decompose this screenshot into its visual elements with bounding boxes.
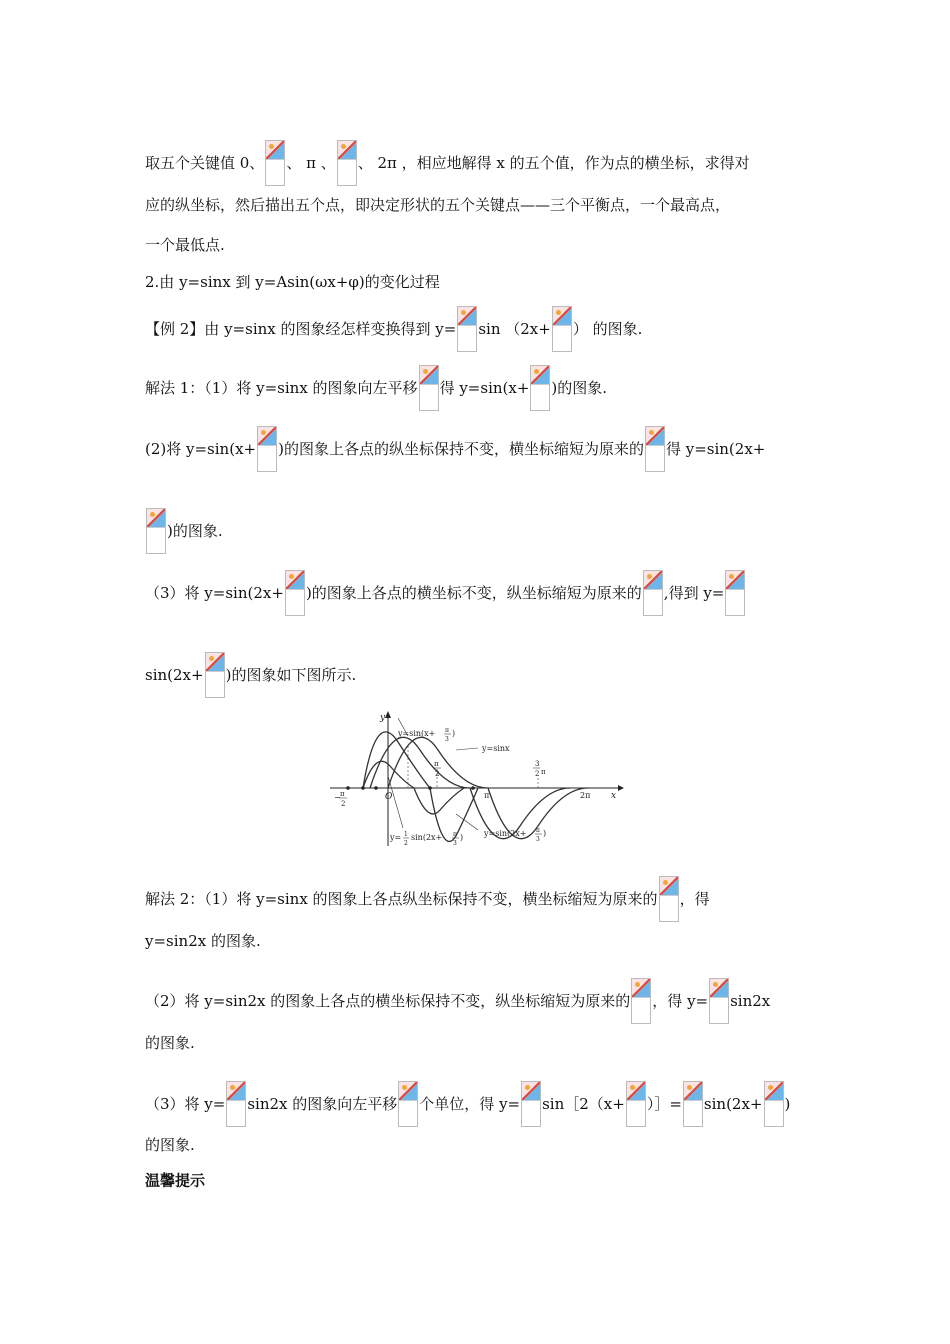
curve-label: ) [460, 833, 464, 842]
method2-step2 [145, 978, 770, 1024]
formula-image-icon [643, 570, 663, 616]
tick-label: 3 [535, 760, 540, 768]
text: ）］= [646, 1095, 682, 1113]
text: )的图象. [167, 522, 223, 540]
tick-label: π [434, 760, 439, 768]
curve-label: y= [390, 833, 402, 842]
curve-label: π [445, 727, 449, 734]
text: （3）将 y= [145, 1095, 226, 1113]
formula-image-icon [552, 306, 572, 352]
text: 、 2π ，相应地解得 x 的五个值，作为点的横坐标，求得对 [357, 154, 750, 172]
text: sin2x 的图象向左平移 [247, 1095, 398, 1113]
example-line [145, 306, 642, 352]
curve-label: 3 [445, 736, 449, 743]
tick-label: π [340, 790, 345, 798]
x-axis-label: x [611, 791, 617, 801]
curve-label: 1 [404, 831, 408, 838]
text: 解法 2：（1）将 y=sinx 的图象上各点纵坐标保持不变，横坐标缩短为原来的 [145, 890, 658, 908]
formula-image-icon [659, 876, 679, 922]
text: ，得 [679, 890, 710, 908]
text: sin2x [730, 992, 771, 1010]
formula-image-icon [226, 1081, 246, 1127]
text: 一个最低点. [145, 236, 225, 254]
neg-sign: − [334, 793, 341, 802]
curve-label: y=sin(2x+ [484, 829, 527, 838]
tip-heading [145, 1170, 205, 1191]
origin-label: O [385, 792, 393, 802]
tick-label: 2 [435, 770, 440, 778]
formula-image-icon [521, 1081, 541, 1127]
formula-image-icon [764, 1081, 784, 1127]
text: ，得 y= [652, 992, 709, 1010]
curve-label: π [536, 827, 540, 834]
text: 解法 1：（1）将 y=sinx 的图象向左平移 [145, 379, 418, 397]
y-axis-label: y [380, 713, 386, 723]
text: 2.由 y=sinx 到 y=Asin(ωx+φ)的变化过程 [145, 273, 440, 291]
sine-transform-graph [328, 706, 624, 852]
formula-image-icon [709, 978, 729, 1024]
method2-step1 [145, 876, 710, 922]
text: y=sin2x 的图象. [145, 932, 261, 950]
text: 的图象. [145, 1136, 195, 1154]
text: )的图象上各点的纵坐标保持不变，横坐标缩短为原来的 [278, 440, 644, 458]
method1-step3 [145, 570, 746, 616]
text: 应的纵坐标，然后描出五个点，即决定形状的五个关键点——三个平衡点，一个最高点， [145, 196, 731, 214]
formula-image-icon [631, 978, 651, 1024]
point [471, 786, 475, 790]
formula-image-icon [257, 426, 277, 472]
tick-label: π [484, 791, 490, 800]
curve-label: 3 [536, 836, 540, 843]
curve-label: ) [543, 829, 547, 838]
curve-label: π [453, 831, 457, 838]
formula-image-icon [205, 652, 225, 698]
tick-label: 2 [341, 800, 346, 808]
section-heading [145, 271, 440, 292]
text: sin［2（x+ [542, 1095, 625, 1113]
text: )的图象上各点的横坐标不变，纵坐标缩短为原来的 [305, 584, 642, 602]
text: )的图象. [551, 379, 608, 397]
formula-image-icon [626, 1081, 646, 1127]
text: 温馨提示 [145, 1171, 206, 1190]
formula-image-icon [337, 140, 357, 186]
text: （3）将 y=sin(2x+ [145, 584, 284, 602]
text: )的图象如下图所示. [225, 666, 357, 684]
y-axis-arrow [385, 711, 391, 718]
curve-label: y=sinx [482, 744, 510, 753]
method1-step1 [145, 365, 607, 411]
point [374, 786, 378, 790]
curve-label: 2 [404, 840, 408, 847]
text: 【例 2】由 y=sinx 的图象经怎样变换得到 y= [145, 320, 457, 338]
leader-line [456, 748, 478, 750]
para-line-2 [145, 194, 730, 215]
text: （2）将 y=sin2x 的图象上各点的横坐标保持不变，纵坐标缩短为原来的 [145, 992, 631, 1010]
text: ,得到 y= [663, 584, 725, 602]
method1-step2 [145, 426, 765, 472]
formula-image-icon [725, 570, 745, 616]
formula-image-icon [285, 570, 305, 616]
tick-label: 2 [535, 770, 540, 778]
x-axis-arrow [618, 785, 624, 791]
text: sin （2x+ [478, 320, 551, 338]
curve-label: y=sin(x+ [398, 729, 436, 738]
formula-image-icon [146, 508, 166, 554]
method1-step2-cont [145, 508, 223, 554]
method1-step3-cont [145, 652, 356, 698]
text: ) [784, 1095, 791, 1113]
text: 个单位，得 y= [419, 1095, 521, 1113]
formula-image-icon [419, 365, 439, 411]
curve-label: sin(2x+ [411, 833, 443, 842]
text: sin(2x+ [145, 666, 204, 684]
tick-label: π [541, 768, 546, 776]
point [428, 786, 432, 790]
leader-line [388, 776, 403, 828]
leader-line [456, 814, 478, 830]
text: 得 y=sin(x+ [439, 379, 530, 397]
method2-step2-cont [145, 1032, 195, 1053]
formula-image-icon [265, 140, 285, 186]
point [361, 786, 365, 790]
text: (2)将 y=sin(x+ [145, 440, 257, 458]
method2-step3-cont [145, 1134, 195, 1155]
formula-image-icon [683, 1081, 703, 1127]
formula-image-icon [457, 306, 477, 352]
method2-step1-cont [145, 930, 261, 951]
method2-step3 [145, 1081, 790, 1127]
text: 得 y=sin(2x+ [665, 440, 766, 458]
curve-label: ) [452, 729, 456, 738]
text: 、 π 、 [286, 154, 336, 172]
curve-label: 3 [453, 840, 457, 847]
formula-image-icon [398, 1081, 418, 1127]
text: 的图象. [145, 1034, 195, 1052]
tick-label: 2π [580, 791, 591, 800]
formula-image-icon [645, 426, 665, 472]
text: 取五个关键值 0、 [145, 154, 265, 172]
para-line-3 [145, 234, 225, 255]
para-line-1 [145, 140, 750, 186]
text: sin(2x+ [703, 1095, 763, 1113]
text: ） 的图象. [572, 320, 643, 338]
formula-image-icon [530, 365, 550, 411]
point [346, 786, 350, 790]
